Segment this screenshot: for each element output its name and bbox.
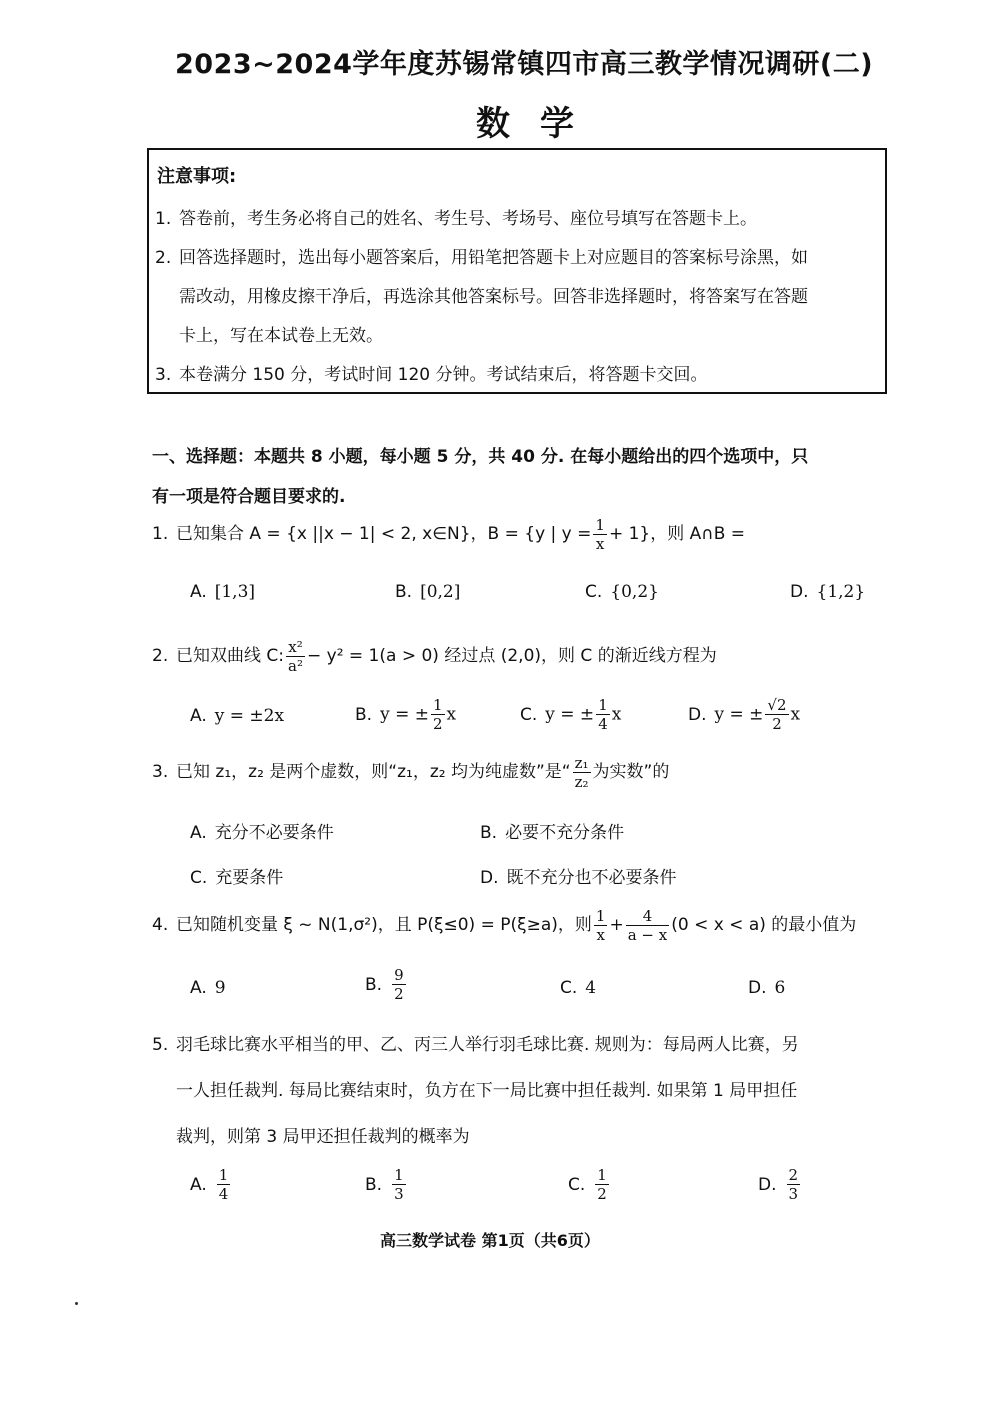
question-number: 3. xyxy=(152,762,169,782)
question-stem-tail: 为实数”的 xyxy=(592,762,670,782)
question-2 xyxy=(152,636,882,676)
option-b[interactable] xyxy=(355,696,456,733)
fraction xyxy=(217,1166,231,1203)
question-stem: 裁判，则第 3 局甲还担任裁判的概率为 xyxy=(176,1127,470,1147)
option-a[interactable] xyxy=(190,818,334,843)
option-label: A. xyxy=(190,978,207,998)
option-c[interactable] xyxy=(520,696,621,733)
option-label: A. xyxy=(190,1174,207,1195)
denominator: x xyxy=(595,534,605,553)
fraction xyxy=(286,638,305,675)
question-number: 4. xyxy=(152,915,169,935)
option-text: 充分不必要条件 xyxy=(214,823,334,843)
question-stem: 已知集合 A = {x ||x − 1| < 2, x∈N}，B = {y | y = xyxy=(176,524,592,544)
fraction xyxy=(595,1166,609,1203)
question-stem-tail: + 1}，则 A∩B = xyxy=(608,524,746,544)
fraction xyxy=(596,696,610,733)
option-label: B. xyxy=(365,1174,383,1195)
denominator: x xyxy=(596,925,605,944)
fraction xyxy=(431,696,445,733)
denominator: 2 xyxy=(597,1185,607,1203)
option-d[interactable] xyxy=(748,978,785,998)
option-text: {1,2} xyxy=(816,582,866,602)
option-c[interactable] xyxy=(568,1166,611,1203)
option-label: C. xyxy=(520,704,538,725)
notice-item-2 xyxy=(155,239,880,356)
option-label: C. xyxy=(585,582,603,602)
option-label: B. xyxy=(365,974,383,995)
option-text: y = ± xyxy=(714,704,764,725)
question-5 xyxy=(152,1022,882,1160)
option-a[interactable] xyxy=(190,978,226,998)
option-text: y = ±2x xyxy=(214,706,285,726)
numerator: 1 xyxy=(598,696,608,714)
option-text: {0,2} xyxy=(610,582,659,602)
option-label: B. xyxy=(355,704,373,725)
option-d[interactable] xyxy=(688,696,800,733)
numerator: 1 xyxy=(218,1166,229,1184)
denominator: 4 xyxy=(598,715,608,733)
numerator: 1 xyxy=(432,696,443,714)
option-a[interactable] xyxy=(190,582,255,602)
notice-item-text: 需改动，用橡皮擦干净后，再选涂其他答案标号。回答非选择题时，将答案写在答题 xyxy=(179,287,808,307)
question-stem-tail: − y² = 1(a > 0) 经过点 (2,0)，则 C 的渐近线方程为 xyxy=(306,646,717,666)
option-label: B. xyxy=(480,823,498,843)
numerator: x² xyxy=(286,638,305,657)
notice-item-3 xyxy=(155,356,880,395)
option-text: y = ± xyxy=(380,704,429,725)
numerator: 1 xyxy=(595,515,605,534)
question-3 xyxy=(152,752,882,792)
notice-item-text: 卡上，写在本试卷上无效。 xyxy=(179,326,383,346)
numerator: 1 xyxy=(595,906,606,925)
option-text: 4 xyxy=(585,978,597,998)
option-b[interactable] xyxy=(480,818,624,843)
denominator: 2 xyxy=(394,985,404,1003)
option-label: A. xyxy=(190,706,207,726)
denominator: z₂ xyxy=(574,772,589,791)
denominator: 3 xyxy=(788,1185,799,1203)
notice-item-number: 3. xyxy=(155,365,172,385)
question-stem-tail: (0 < x < a) 的最小值为 xyxy=(671,915,857,935)
question-stem: 已知双曲线 C: xyxy=(176,646,285,666)
fraction xyxy=(626,907,670,944)
numerator: √2 xyxy=(767,696,787,714)
denominator: a² xyxy=(288,656,303,675)
option-text: x xyxy=(446,704,457,725)
option-text: [0,2] xyxy=(420,582,461,602)
option-d[interactable] xyxy=(758,1166,802,1203)
question-stem: 羽毛球比赛水平相当的甲、乙、丙三人举行羽毛球比赛. 规则为：每局两人比赛，另 xyxy=(176,1035,799,1055)
notice-item-1 xyxy=(155,200,880,239)
option-c[interactable] xyxy=(190,863,283,888)
option-label: A. xyxy=(190,582,207,602)
numerator: 4 xyxy=(626,907,670,926)
option-label: C. xyxy=(190,868,208,888)
option-text: x xyxy=(611,704,622,725)
numerator: 9 xyxy=(394,966,404,984)
option-label: D. xyxy=(688,704,707,725)
option-b[interactable] xyxy=(365,966,408,1003)
fraction xyxy=(594,907,608,944)
option-text: x xyxy=(790,704,801,725)
option-text: 9 xyxy=(214,978,226,998)
question-1 xyxy=(152,514,882,554)
option-a[interactable] xyxy=(190,1166,232,1203)
denominator: 2 xyxy=(432,715,443,733)
option-text: 既不充分也不必要条件 xyxy=(506,868,677,888)
question-number: 2. xyxy=(152,646,169,666)
option-label: B. xyxy=(395,582,413,602)
option-d[interactable] xyxy=(480,863,677,888)
denominator: 3 xyxy=(394,1185,404,1203)
option-b[interactable] xyxy=(395,582,460,602)
question-number: 1. xyxy=(152,524,169,544)
notice-item-text: 本卷满分 150 分，考试时间 120 分钟。考试结束后，将答题卡交回。 xyxy=(179,365,708,385)
fraction xyxy=(765,696,788,733)
notice-item-text: 答卷前，考生务必将自己的姓名、考生号、考场号、座位号填写在答题卡上。 xyxy=(179,209,757,229)
question-stem: 已知 z₁，z₂ 是两个虚数，则“z₁，z₂ 均为纯虚数”是“ xyxy=(176,762,571,782)
scan-speck xyxy=(75,1302,78,1305)
notice-item-text: 回答选择题时，选出每小题答案后，用铅笔把答题卡上对应题目的答案标号涂黑，如 xyxy=(179,248,808,268)
option-text: 6 xyxy=(774,978,786,998)
option-label: D. xyxy=(748,978,767,998)
notice-item-number: 1. xyxy=(155,209,172,229)
option-label: C. xyxy=(560,978,578,998)
fraction xyxy=(593,516,607,553)
numerator: 2 xyxy=(788,1166,799,1184)
option-b[interactable] xyxy=(365,1166,408,1203)
option-c[interactable] xyxy=(585,582,659,602)
question-stem: 已知随机变量 ξ ~ N(1,σ²)，且 P(ξ≤0) = P(ξ≥a)，则 xyxy=(176,915,592,935)
option-c[interactable] xyxy=(560,978,596,998)
section-heading-line: 有一项是符合题目要求的. xyxy=(152,487,346,507)
fraction xyxy=(787,1166,801,1203)
question-number: 5. xyxy=(152,1035,169,1055)
option-label: D. xyxy=(758,1174,777,1195)
option-label: C. xyxy=(568,1174,586,1195)
option-text: y = ± xyxy=(545,704,595,725)
question-4 xyxy=(152,905,882,945)
plus-sign: + xyxy=(609,915,624,935)
page-footer: 高三数学试卷 第1页（共6页） xyxy=(380,1231,600,1250)
denominator: a − x xyxy=(627,925,668,944)
fraction xyxy=(573,754,591,791)
option-label: D. xyxy=(790,582,809,602)
question-stem: 一人担任裁判. 每局比赛结束时，负方在下一局比赛中担任裁判. 如果第 1 局甲担任 xyxy=(176,1081,798,1101)
denominator: 4 xyxy=(218,1185,229,1203)
exam-title: 2023~2024学年度苏锡常镇四市高三教学情况调研(二) xyxy=(175,49,874,80)
fraction xyxy=(392,966,406,1003)
option-text: 必要不充分条件 xyxy=(505,823,625,843)
option-text: [1,3] xyxy=(214,582,256,602)
notice-box xyxy=(147,148,887,394)
option-text: 充要条件 xyxy=(215,868,284,888)
fraction xyxy=(392,1166,406,1203)
option-d[interactable] xyxy=(790,582,865,602)
option-a[interactable] xyxy=(190,706,284,726)
notice-heading: 注意事项: xyxy=(157,166,237,187)
numerator: 1 xyxy=(597,1166,607,1184)
section-heading-line: 一、选择题：本题共 8 小题，每小题 5 分，共 40 分. 在每小题给出的四个选项中，只 xyxy=(152,447,809,467)
option-label: D. xyxy=(480,868,499,888)
numerator: z₁ xyxy=(574,753,589,772)
option-label: A. xyxy=(190,823,207,843)
denominator: 2 xyxy=(772,715,782,733)
subject-title: 数学 xyxy=(476,104,604,144)
numerator: 1 xyxy=(394,1166,404,1184)
notice-item-number: 2. xyxy=(155,248,172,268)
section-heading xyxy=(152,437,882,517)
